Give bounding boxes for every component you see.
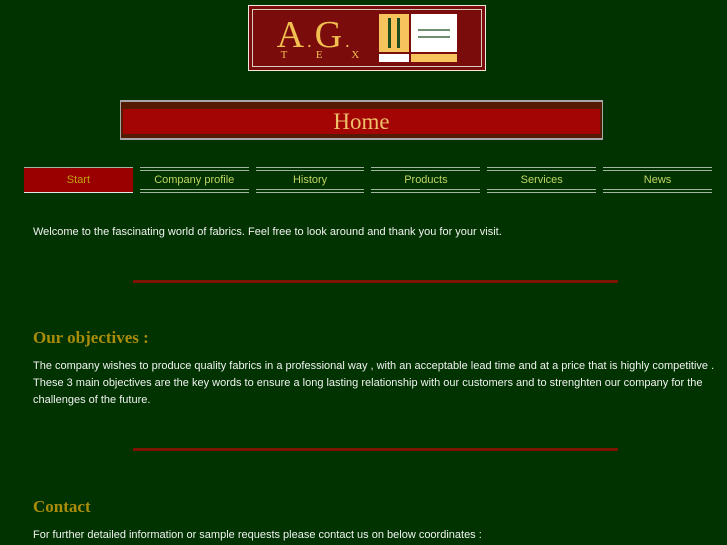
tab-services[interactable] bbox=[487, 167, 596, 193]
tab-label: Products bbox=[404, 174, 448, 186]
page-banner bbox=[120, 100, 603, 140]
tab-history[interactable] bbox=[256, 167, 365, 193]
logo-dot: . bbox=[307, 30, 312, 51]
horizontal-divider bbox=[133, 448, 618, 451]
tab-company-profile[interactable] bbox=[140, 167, 249, 193]
gold-strip bbox=[411, 54, 457, 62]
vertical-bars-tile-icon bbox=[379, 14, 409, 52]
logo-letter-a: A bbox=[276, 13, 305, 56]
textile-pattern-icon bbox=[379, 14, 457, 62]
logo-letter-g: G bbox=[314, 13, 343, 56]
contact-heading: Contact bbox=[33, 497, 91, 516]
tab-label: Start bbox=[24, 168, 133, 192]
contact-paragraph: For further detailed information or sample requests please contact us on below coordinates : bbox=[33, 529, 482, 541]
tab-start[interactable] bbox=[24, 167, 133, 193]
white-strip bbox=[379, 54, 409, 62]
horizontal-divider bbox=[133, 280, 618, 283]
logo-wordmark bbox=[276, 13, 366, 61]
page-title: Home bbox=[333, 108, 390, 134]
welcome-text: Welcome to the fascinating world of fabrics. Feel free to look around and thank you for your visit. bbox=[33, 226, 502, 238]
tab-label: News bbox=[643, 174, 672, 186]
objectives-paragraph: The company wishes to produce quality fabrics in a professional way , with an acceptable lead time and at a price that is highly competitive . These 3 main objectives are the key words to ensure a long lasting relationship with our customers and to strenghten our company for the challenges of the future. bbox=[33, 360, 715, 406]
logo-sub-letters: T E X bbox=[280, 48, 366, 61]
tab-label: Company profile bbox=[154, 174, 235, 186]
company-logo bbox=[248, 5, 486, 71]
horizontal-bars-tile-icon bbox=[411, 14, 457, 52]
main-navigation bbox=[24, 167, 712, 193]
tab-news[interactable] bbox=[603, 167, 712, 193]
tab-label: Services bbox=[520, 174, 563, 186]
logo-dot: . bbox=[345, 30, 350, 51]
tab-label: History bbox=[292, 174, 328, 186]
page-banner-inner bbox=[123, 109, 600, 134]
objectives-heading: Our objectives : bbox=[33, 328, 149, 347]
tab-products[interactable] bbox=[371, 167, 480, 193]
